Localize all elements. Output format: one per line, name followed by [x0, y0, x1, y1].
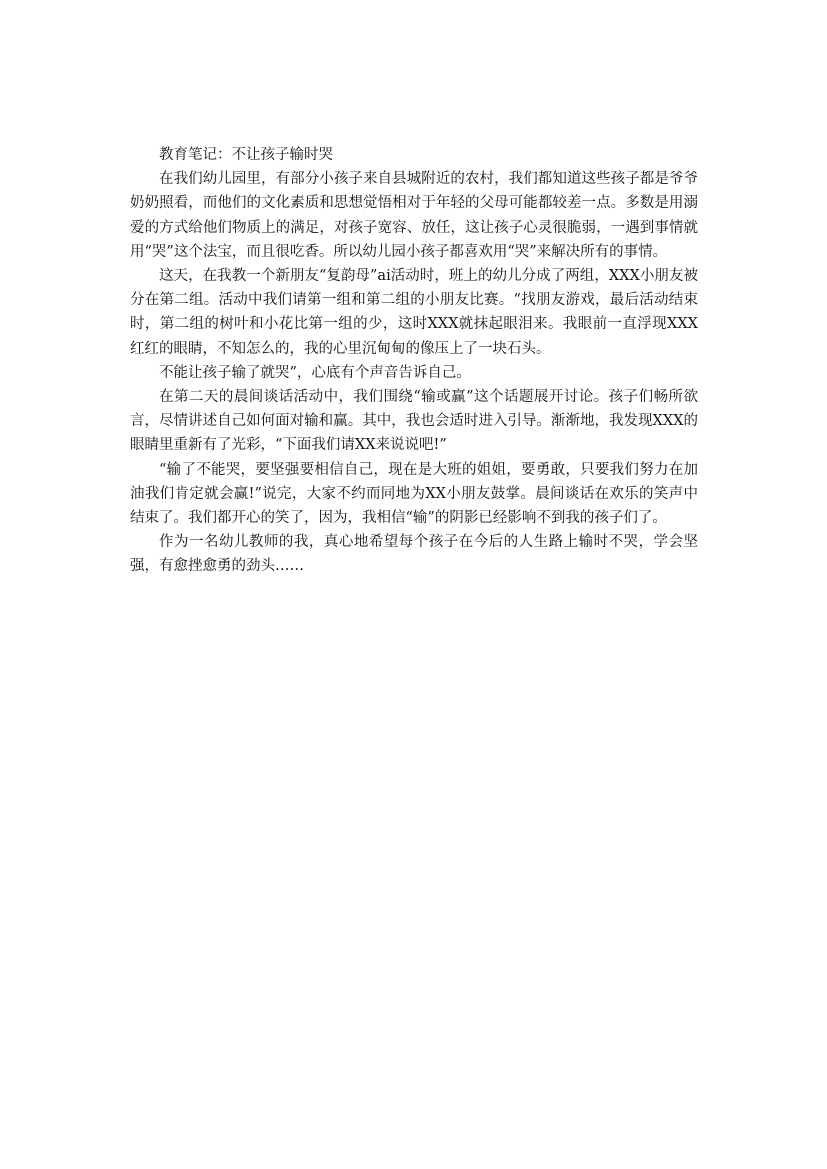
paragraph-4: 在第二天的晨间谈话活动中，我们围绕“输或赢”这个话题展开讨论。孩子们畅所欲言，尽情讲述自己如何面对输和赢。其中，我也会适时进入引导。渐渐地，我发现XXX的眼睛里重新有了光彩，“下面我们请XX来说说吧!”	[130, 389, 698, 454]
paragraph-6: 作为一名幼儿教师的我，真心地希望每个孩子在今后的人生路上输时不哭，学会坚强，有愈挫愈勇的劲头……	[130, 534, 698, 575]
paragraph-5: “输了不能哭，要坚强要相信自己，现在是大班的姐姐，要勇敢，只要我们努力在加油我们肯定就会赢!”说完，大家不约而同地为XX小朋友鼓掌。晨间谈话在欢乐的笑声中结束了。我们都开心的笑了，因为，我相信“输”的阴影已经影响不到我的孩子们了。	[130, 461, 698, 527]
document-body	[130, 143, 698, 579]
paragraph-1: 在我们幼儿园里，有部分小孩子来自县城附近的农村，我们都知道这些孩子都是爷爷奶奶照看，而他们的文化素质和思想觉悟相对于年轻的父母可能都较差一点。多数是用溺爱的方式给他们物质上的满足，对孩子宽容、放任，这让孩子心灵很脆弱，一遇到事情就用“哭”这个法宝，而且很吃香。所以幼儿园小孩子都喜欢用“哭”来解决所有的事情。	[130, 171, 698, 260]
document-title: 教育笔记：不让孩子输时哭	[159, 147, 333, 163]
paragraph-3: 不能让孩子输了就哭”，心底有个声音告诉自己。	[159, 364, 471, 381]
paragraph-2: 这天，在我教一个新朋友“复韵母”ai活动时，班上的幼儿分成了两组，XXX小朋友被分在第二组。活动中我们请第一组和第二组的小朋友比赛。“找朋友游戏，最后活动结束时，第二组的树叶和小花比第一组的少，这时XXX就抹起眼泪来。我眼前一直浮现XXX红红的眼睛，不知怎么的，我的心里沉甸甸的像压上了一块石头。	[130, 268, 698, 357]
